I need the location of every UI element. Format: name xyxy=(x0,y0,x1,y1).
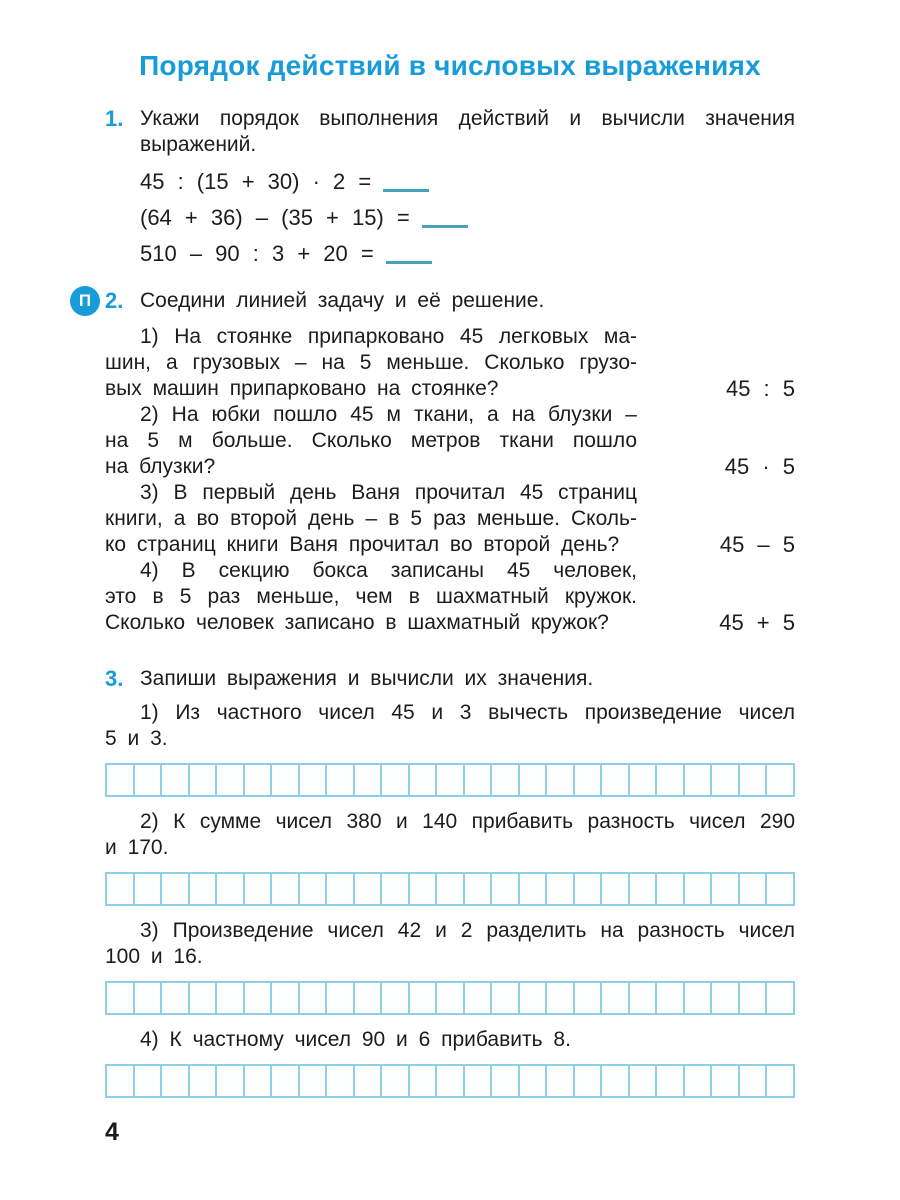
answer-grid-row[interactable] xyxy=(105,763,795,797)
grid-cell[interactable] xyxy=(353,763,383,797)
grid-cell[interactable] xyxy=(545,872,575,906)
grid-cell[interactable] xyxy=(353,981,383,1015)
grid-cell[interactable] xyxy=(738,872,768,906)
item-line: 3) Произведение чисел 42 и 2 разделить на разность чисел xyxy=(140,919,795,942)
problem-text xyxy=(105,558,637,636)
expression-text: (64 + 36) – (35 + 15) = xyxy=(140,205,410,230)
grid-cell[interactable] xyxy=(270,981,300,1015)
grid-cell[interactable] xyxy=(325,981,355,1015)
grid-cell[interactable] xyxy=(408,981,438,1015)
grid-cell[interactable] xyxy=(490,981,520,1015)
grid-cell[interactable] xyxy=(380,981,410,1015)
grid-cell[interactable] xyxy=(600,872,630,906)
task-3-item-1 xyxy=(105,700,795,752)
grid-cell[interactable] xyxy=(573,1064,603,1098)
item-line: 5 и 3. xyxy=(105,727,168,750)
grid-cell[interactable] xyxy=(298,981,328,1015)
expression-row xyxy=(140,200,795,236)
grid-cell[interactable] xyxy=(243,872,273,906)
grid-cell[interactable] xyxy=(160,981,190,1015)
grid-cell[interactable] xyxy=(710,981,740,1015)
answer-grid-row[interactable] xyxy=(105,1064,795,1098)
grid-cell[interactable] xyxy=(105,981,135,1015)
task-1-header xyxy=(105,106,795,158)
grid-cell[interactable] xyxy=(573,981,603,1015)
problem-line: Сколько человек записано в шахматный кружок? xyxy=(105,611,609,634)
item-line: 2) К сумме чисел 380 и 140 прибавить разность чисел 290 xyxy=(140,810,795,833)
grid-cell[interactable] xyxy=(243,763,273,797)
grid-cell[interactable] xyxy=(655,872,685,906)
grid-cell[interactable] xyxy=(518,763,548,797)
grid-cell[interactable] xyxy=(738,1064,768,1098)
grid-cell[interactable] xyxy=(463,1064,493,1098)
problem-line: это в 5 раз меньше, чем в шахматный кружок. xyxy=(105,585,637,608)
grid-cell[interactable] xyxy=(133,1064,163,1098)
grid-cell[interactable] xyxy=(380,763,410,797)
grid-cell[interactable] xyxy=(215,1064,245,1098)
grid-cell[interactable] xyxy=(215,763,245,797)
instruction-line: Укажи порядок выполнения действий и вычисли значения xyxy=(140,107,795,130)
grid-cell[interactable] xyxy=(765,981,795,1015)
task-2-instruction xyxy=(140,288,795,314)
grid-cell[interactable] xyxy=(188,872,218,906)
grid-cell[interactable] xyxy=(628,1064,658,1098)
grid-cell[interactable] xyxy=(655,981,685,1015)
problem-line: на 5 м больше. Сколько метров ткани пошло xyxy=(105,429,637,452)
task-3-item-4 xyxy=(105,1027,795,1053)
grid-cell[interactable] xyxy=(490,872,520,906)
problem-line: шин, а грузовых – на 5 меньше. Сколько грузо- xyxy=(105,351,637,374)
grid-cell[interactable] xyxy=(463,872,493,906)
answer-blank[interactable] xyxy=(386,261,432,264)
grid-cell[interactable] xyxy=(215,981,245,1015)
page-number: 4 xyxy=(105,1118,119,1146)
grid-cell[interactable] xyxy=(710,763,740,797)
grid-cell[interactable] xyxy=(600,763,630,797)
grid-cell[interactable] xyxy=(463,981,493,1015)
grid-cell[interactable] xyxy=(655,763,685,797)
grid-cell[interactable] xyxy=(435,981,465,1015)
problem-3 xyxy=(105,480,795,558)
grid-cell[interactable] xyxy=(600,1064,630,1098)
page-content xyxy=(78,0,795,1146)
grid-cell[interactable] xyxy=(765,763,795,797)
grid-cell[interactable] xyxy=(545,763,575,797)
grid-cell[interactable] xyxy=(435,763,465,797)
problem-line: вых машин припарковано на стоянке? xyxy=(105,377,499,400)
grid-cell[interactable] xyxy=(188,981,218,1015)
solution-expression[interactable]: 45 : 5 xyxy=(725,376,795,401)
grid-cell[interactable] xyxy=(545,1064,575,1098)
expression-text: 45 : (15 + 30) · 2 = xyxy=(140,169,372,194)
item-line: 100 и 16. xyxy=(105,945,203,968)
expression-text: 510 – 90 : 3 + 20 = xyxy=(140,241,374,266)
problem-line: книги, а во второй день – в 5 раз меньше. Сколь- xyxy=(105,507,637,530)
item-line: 4) К частному чисел 90 и 6 прибавить 8. xyxy=(140,1028,571,1051)
instruction-line: Запиши выражения и вычисли их значения. xyxy=(140,667,594,690)
task-2-header xyxy=(78,288,795,314)
task-3-instruction xyxy=(140,666,795,692)
grid-cell[interactable] xyxy=(573,763,603,797)
grid-cell[interactable] xyxy=(298,872,328,906)
grid-cell[interactable] xyxy=(765,872,795,906)
answer-blank[interactable] xyxy=(422,225,468,228)
task-1-number: 1. xyxy=(105,106,124,131)
grid-cell[interactable] xyxy=(655,1064,685,1098)
grid-cell[interactable] xyxy=(133,981,163,1015)
problem-text xyxy=(105,402,637,480)
grid-cell[interactable] xyxy=(518,1064,548,1098)
grid-cell[interactable] xyxy=(628,872,658,906)
grid-cell[interactable] xyxy=(160,763,190,797)
grid-cell[interactable] xyxy=(573,872,603,906)
grid-cell[interactable] xyxy=(105,872,135,906)
problem-line: 4) В секцию бокса записаны 45 человек, xyxy=(140,559,637,582)
grid-cell[interactable] xyxy=(628,981,658,1015)
task-1-instruction xyxy=(140,106,795,158)
problem-text xyxy=(105,324,637,402)
grid-cell[interactable] xyxy=(710,872,740,906)
grid-cell[interactable] xyxy=(353,872,383,906)
grid-cell[interactable] xyxy=(325,1064,355,1098)
grid-cell[interactable] xyxy=(325,872,355,906)
grid-cell[interactable] xyxy=(133,872,163,906)
solution-expression[interactable]: 45 – 5 xyxy=(719,532,795,557)
grid-cell[interactable] xyxy=(408,763,438,797)
grid-cell[interactable] xyxy=(738,763,768,797)
instruction-line: Соедини линией задачу и её решение. xyxy=(140,289,545,312)
grid-cell[interactable] xyxy=(160,1064,190,1098)
grid-cell[interactable] xyxy=(270,763,300,797)
grid-cell[interactable] xyxy=(270,1064,300,1098)
grid-cell[interactable] xyxy=(683,981,713,1015)
grid-cell[interactable] xyxy=(270,872,300,906)
task-1 xyxy=(105,106,795,272)
grid-cell[interactable] xyxy=(298,763,328,797)
problem-1 xyxy=(105,324,795,402)
grid-cell[interactable] xyxy=(243,981,273,1015)
grid-cell[interactable] xyxy=(435,1064,465,1098)
task-3 xyxy=(105,666,795,1098)
problem-line: ко страниц книги Ваня прочитал во второй день? xyxy=(105,533,620,556)
grid-cell[interactable] xyxy=(683,872,713,906)
task-2 xyxy=(78,288,795,636)
grid-cell[interactable] xyxy=(490,1064,520,1098)
grid-cell[interactable] xyxy=(600,981,630,1015)
answer-grid-row[interactable] xyxy=(105,981,795,1015)
grid-cell[interactable] xyxy=(105,1064,135,1098)
grid-cell[interactable] xyxy=(133,763,163,797)
item-line: и 170. xyxy=(105,836,169,859)
page-title: Порядок действий в числовых выражениях xyxy=(139,50,761,81)
task-3-item-3 xyxy=(105,918,795,970)
grid-cell[interactable] xyxy=(545,981,575,1015)
expression-row xyxy=(140,236,795,272)
item-line: 1) Из частного чисел 45 и 3 вычесть произведение чисел xyxy=(140,701,795,724)
solution-expression[interactable]: 45 · 5 xyxy=(724,454,795,479)
grid-cell[interactable] xyxy=(435,872,465,906)
problem-4 xyxy=(105,558,795,636)
grid-cell[interactable] xyxy=(628,763,658,797)
grid-cell[interactable] xyxy=(188,1064,218,1098)
grid-cell[interactable] xyxy=(188,763,218,797)
grid-cell[interactable] xyxy=(518,981,548,1015)
grid-cell[interactable] xyxy=(408,1064,438,1098)
grid-cell[interactable] xyxy=(380,872,410,906)
grid-cell[interactable] xyxy=(710,1064,740,1098)
grid-cell[interactable] xyxy=(380,1064,410,1098)
answer-grid-row[interactable] xyxy=(105,872,795,906)
grid-cell[interactable] xyxy=(463,763,493,797)
grid-cell[interactable] xyxy=(243,1064,273,1098)
answer-blank[interactable] xyxy=(383,189,429,192)
task-3-header xyxy=(105,666,795,692)
project-badge-icon: П xyxy=(70,286,100,316)
solution-expression[interactable]: 45 + 5 xyxy=(719,610,795,635)
grid-cell[interactable] xyxy=(683,763,713,797)
problem-line: 2) На юбки пошло 45 м ткани, а на блузки – xyxy=(140,403,637,426)
problem-line: 3) В первый день Ваня прочитал 45 страниц xyxy=(140,481,637,504)
task-1-expressions xyxy=(105,164,795,272)
task-3-number: 3. xyxy=(105,666,124,691)
grid-cell[interactable] xyxy=(160,872,190,906)
grid-cell[interactable] xyxy=(408,872,438,906)
task-3-item-2 xyxy=(105,809,795,861)
instruction-line: выражений. xyxy=(140,133,257,156)
grid-cell[interactable] xyxy=(105,763,135,797)
task-2-problems xyxy=(105,324,795,636)
problem-line: 1) На стоянке припарковано 45 легковых ма- xyxy=(140,325,637,348)
grid-cell[interactable] xyxy=(215,872,245,906)
task-2-number: 2. xyxy=(105,288,124,313)
grid-cell[interactable] xyxy=(683,1064,713,1098)
problem-text xyxy=(105,480,637,558)
grid-cell[interactable] xyxy=(518,872,548,906)
expression-row xyxy=(140,164,795,200)
grid-cell[interactable] xyxy=(325,763,355,797)
grid-cell[interactable] xyxy=(490,763,520,797)
grid-cell[interactable] xyxy=(765,1064,795,1098)
grid-cell[interactable] xyxy=(353,1064,383,1098)
grid-cell[interactable] xyxy=(298,1064,328,1098)
grid-cell[interactable] xyxy=(738,981,768,1015)
problem-2 xyxy=(105,402,795,480)
problem-line: на блузки? xyxy=(105,455,216,478)
